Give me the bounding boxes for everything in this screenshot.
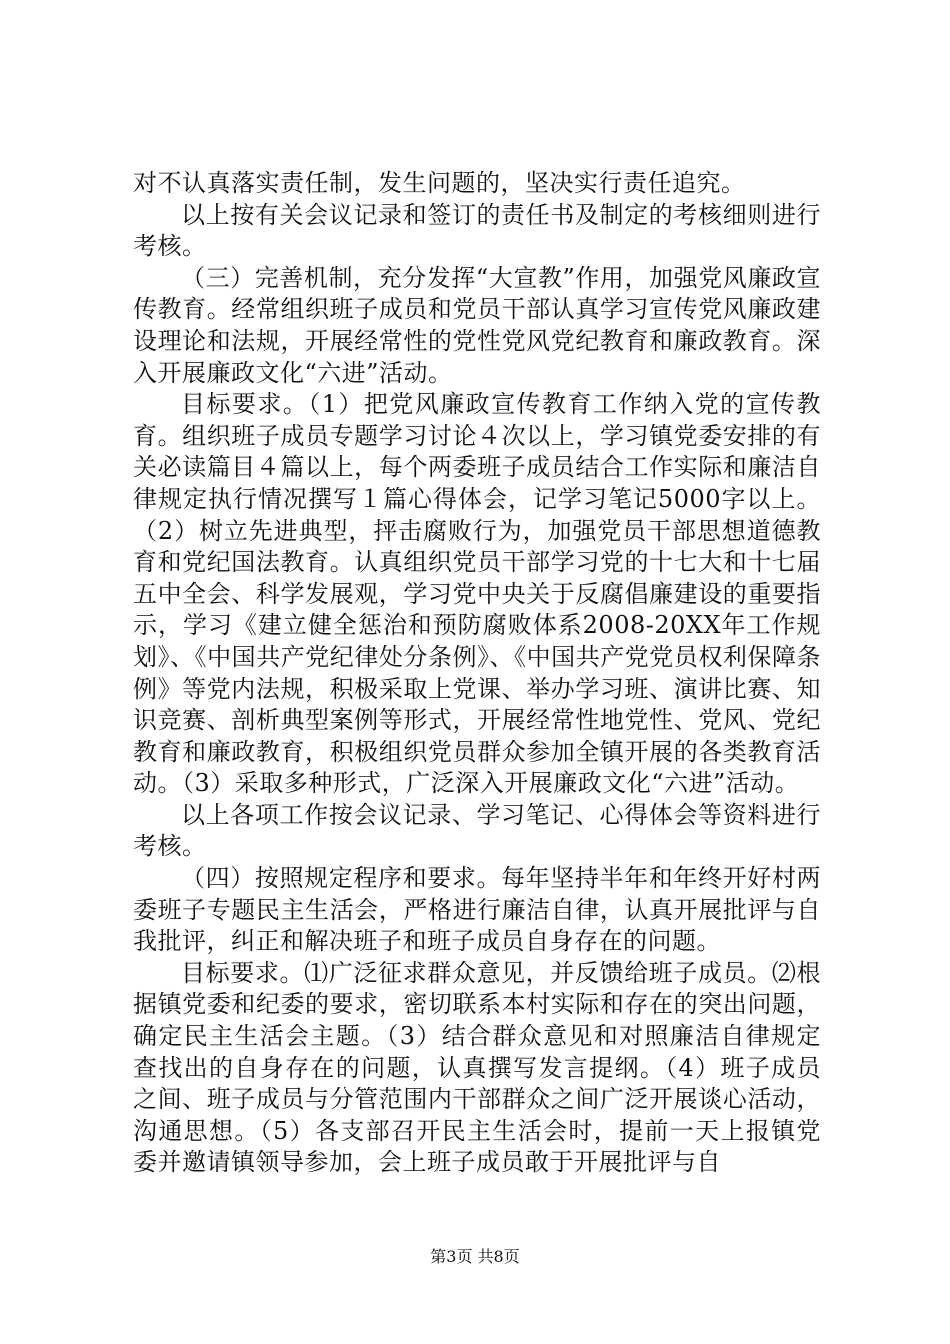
paragraph-1: 对不认真落实责任制，发生问题的，坚决实行责任追究。: [133, 169, 746, 197]
paragraph-4: 目标要求。（1）把党风廉政宣传教育工作纳入党的宣传教育。组织班子成员专题学习讨论４次以上，学习镇党委安排的有关必读篇目４篇以上，每个两委班子成员结合工作实际和廉洁自律规定执行情况撰写１篇心得体会，记学习笔记5000字以上。（2）树立先进典型，抨击腐败行为，加强党员干部思想道德教育和党纪国法教育。认真组织党员干部学习党的十七大和十七届五中全会、科学发展观，学习党中央关于反腐倡廉建设的重要指示，学习《建立健全惩治和预防腐败体系2008-20XX年工作规划》、《中国共产党纪律处分条例》、《中国共产党党员权利保障条例》等党内法规，积极采取上党课、举办学习班、演讲比赛、知识竞赛、剖析典型案例等形式，开展经常性地党性、党风、党纪教育和廉政教育，积极组织党员群众参加全镇开展的各类教育活动。（3）采取多种形式，广泛深入开展廉政文化“六进”活动。: [133, 390, 821, 798]
paragraph-2: 以上按有关会议记录和签订的责任书及制定的考核细则进行考核。: [133, 200, 821, 261]
document-body: [133, 168, 821, 1179]
paragraph-3: （三）完善机制，充分发挥“大宣教”作用，加强党风廉政宣传教育。经常组织班子成员和党员干部认真学习宣传党风廉政建设理论和法规，开展经常性的党性党风党纪教育和廉政教育。深入开展廉政文化“六进”活动。: [133, 263, 821, 387]
paragraph-6: （四）按照规定程序和要求。每年坚持半年和年终开好村两委班子专题民主生活会，严格进行廉洁自律，认真开展批评与自我批评，纠正和解决班子和班子成员自身存在的问题。: [133, 864, 821, 956]
paragraph-7: 目标要求。⑴广泛征求群众意见，并反馈给班子成员。⑵根据镇党委和纪委的要求，密切联系本村实际和存在的突出问题，确定民主生活会主题。（3）结合群众意见和对照廉洁自律规定查找出的自身存在的问题，认真撰写发言提纲。（4）班子成员之间、班子成员与分管范围内干部群众之间广泛开展谈心活动，沟通思想。（5）各支部召开民主生活会时，提前一天上报镇党委并邀请镇领导参加，会上班子成员敢于开展批评与自: [133, 958, 821, 1177]
page-number-footer: 第3页 共8页: [430, 1247, 520, 1266]
paragraph-5: 以上各项工作按会议记录、学习笔记、心得体会等资料进行考核。: [133, 800, 821, 861]
